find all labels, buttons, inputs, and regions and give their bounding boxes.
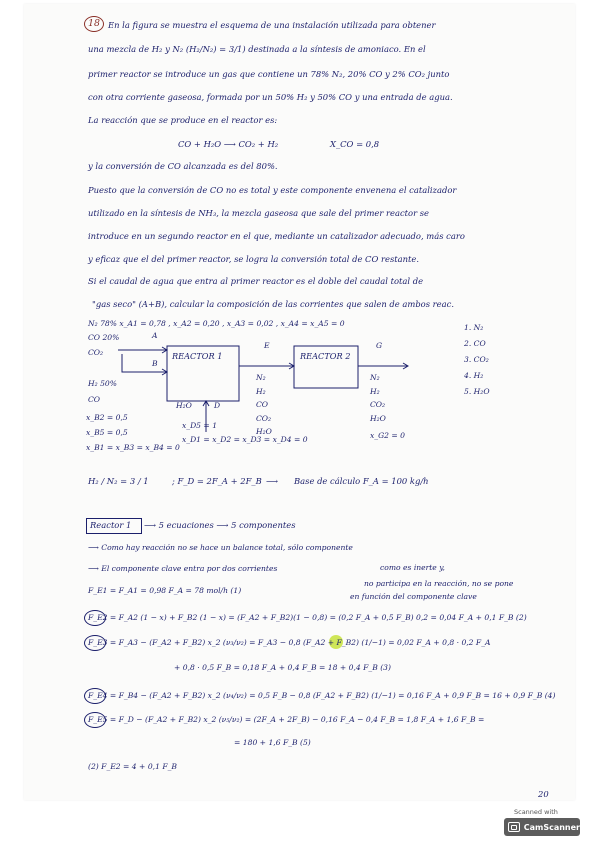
equation-count: ⟶ 5 ecuaciones ⟶ 5 componentes [144,520,296,530]
balance-eq-5a: F_E5 = F_D − (F_A2 + F_B2) x_2 (ν₅/ν₂) = (2F_A + 2F_B) − 0,16 F_A − 0,4 F_B = 1,8 F_A + 1,6 F_B = [88,715,485,724]
component-list-item: 1. N₂ [464,323,484,332]
stream-b-fraction: x_B2 = 0,5 [86,413,128,422]
note-inert: como es inerte y, [380,563,445,572]
stream-g-label: G [376,341,383,350]
problem-line: y eficaz que el del primer reactor, se logra la conversión total de CO restante. [88,254,419,264]
stream-g-fraction: x_G2 = 0 [370,431,405,440]
reaction-equation: CO + H₂O ⟶ CO₂ + H₂ [178,139,279,149]
problem-line: Si el caudal de agua que entra al primer reactor es el doble del caudal total de [88,276,424,286]
basis-arrow: ⟶ [266,476,279,486]
stream-b-comp: H₂ 50% [88,379,117,388]
calculation-basis: Base de cálculo F_A = 100 kg/h [294,476,429,486]
substitution-eq: (2) F_E2 = 4 + 0,1 F_B [88,762,177,771]
stream-b-fraction: x_B5 = 0,5 [86,428,128,437]
problem-number: 18 [88,18,100,29]
stream-b-comp: CO [88,395,101,404]
stream-d-water: H₂O [176,401,192,410]
reactor-1-label: REACTOR 1 [172,351,223,361]
balance-eq-3b: + 0,8 · 0,5 F_B = 0,18 F_A + 0,4 F_B = 18 + 0,4 F_B (3) [174,663,391,672]
scanned-with-text: Scanned with [514,808,558,816]
problem-line: En la figura se muestra el esquema de una instalación utilizada para obtener [108,20,436,30]
reactor-1-heading: Reactor 1 [90,520,132,530]
stream-e-comp: CO [256,400,269,409]
camscanner-logo [504,818,580,836]
problem-line: y la conversión de CO alcanzada es del 80%. [88,161,278,171]
balance-eq-5b: = 180 + 1,6 F_B (5) [234,738,311,747]
stream-g-comp: CO₂ [370,400,386,409]
note-inert: en función del componente clave [350,592,477,601]
balance-eq-2: F_E2 = F_A2 (1 − x) + F_B2 (1 − x) = (F_A2 + F_B2)(1 − 0,8) = (0,2 F_A + 0,5 F_B) 0,2 = 0,04 F_A + 0,1 F_B (2) [88,613,527,622]
problem-line: utilizado en la síntesis de NH₃, la mezcla gaseosa que sale del primer reactor se [88,208,430,218]
stream-e-comp: H₂ [256,387,266,396]
feed-d-equation: ; F_D = 2F_A + 2F_B [172,476,262,486]
problem-line: "gas seco" (A+B), calcular la composición de las corrientes que salen de ambos reac. [92,299,454,309]
stream-e-comp: N₂ [256,373,266,382]
stream-a-fractions: N₂ 78% x_A1 = 0,78 , x_A2 = 0,20 , x_A3 = 0,02 , x_A4 = x_A5 = 0 [88,319,345,328]
camscanner-badge [500,808,580,838]
ratio-h2-n2: H₂ / N₂ = 3 / 1 [88,476,149,486]
stream-e-comp: H₂O [256,427,272,436]
stream-a-comp: CO₂ [88,348,104,357]
page-number: 20 [538,789,549,799]
stream-d-fraction: x_D5 = 1 [182,421,218,430]
problem-line: Puesto que la conversión de CO no es total y este componente envenena el catalizador [88,185,457,195]
note-line: ⟶ Como hay reacción no se hace un balance total, sólo componente [88,543,353,552]
note-inert: no participa en la reacción, no se pone [364,579,514,588]
problem-line: una mezcla de H₂ y N₂ (H₂/N₂) = 3/1) destinada a la síntesis de amoniaco. En el [88,44,426,54]
reactor-2-label: REACTOR 2 [300,351,351,361]
stream-e-comp: CO₂ [256,414,272,423]
stream-d-fraction: x_D1 = x_D2 = x_D3 = x_D4 = 0 [182,435,308,444]
notebook-page [24,4,575,800]
stream-a-comp: CO 20% [88,333,120,342]
component-list-item: 3. CO₂ [464,355,489,364]
camscanner-brand: CamScanner [523,822,580,832]
component-list-item: 4. H₂ [464,371,484,380]
stream-b-label: B [152,359,158,368]
stream-a-label: A [152,331,158,340]
problem-line: primer reactor se introduce un gas que contiene un 78% N₂, 20% CO y 2% CO₂ junto [88,69,450,79]
conversion-value: X_CO = 0,8 [330,139,380,149]
stream-g-comp: H₂ [370,387,380,396]
balance-eq-1: F_E1 = F_A1 = 0,98 F_A = 78 mol/h (1) [88,586,242,595]
stream-b-fraction: x_B1 = x_B3 = x_B4 = 0 [86,443,180,452]
problem-line: introduce en un segundo reactor en el que, mediante un catalizador adecuado, más caro [88,231,465,241]
balance-eq-3a: F_E3 = F_A3 − (F_A2 + F_B2) x_2 (ν₃/ν₂) = F_A3 − 0,8 (F_A2 + F_B2) (1/−1) = 0,02 F_A + 0,8 · 0,2 F_A [88,638,491,647]
component-list-item: 2. CO [464,339,486,348]
stream-e-label: E [264,341,270,350]
stream-d-label: D [214,401,221,410]
stream-g-comp: N₂ [370,373,380,382]
component-list-item: 5. H₂O [464,387,490,396]
note-line: ⟶ El componente clave entra por dos corrientes [88,564,278,573]
stream-g-comp: H₂O [370,414,386,423]
balance-eq-4: F_E4 = F_B4 − (F_A2 + F_B2) x_2 (ν₄/ν₂) = 0,5 F_B − 0,8 (F_A2 + F_B2) (1/−1) = 0,16 F_A + 0,9 F_B = 16 + 0,9 F_B (4) [88,691,556,700]
problem-line: con otra corriente gaseosa, formada por un 50% H₂ y 50% CO y una entrada de agua. [88,92,453,102]
camscanner-icon [508,822,520,832]
problem-line: La reacción que se produce en el reactor es: [88,115,278,125]
